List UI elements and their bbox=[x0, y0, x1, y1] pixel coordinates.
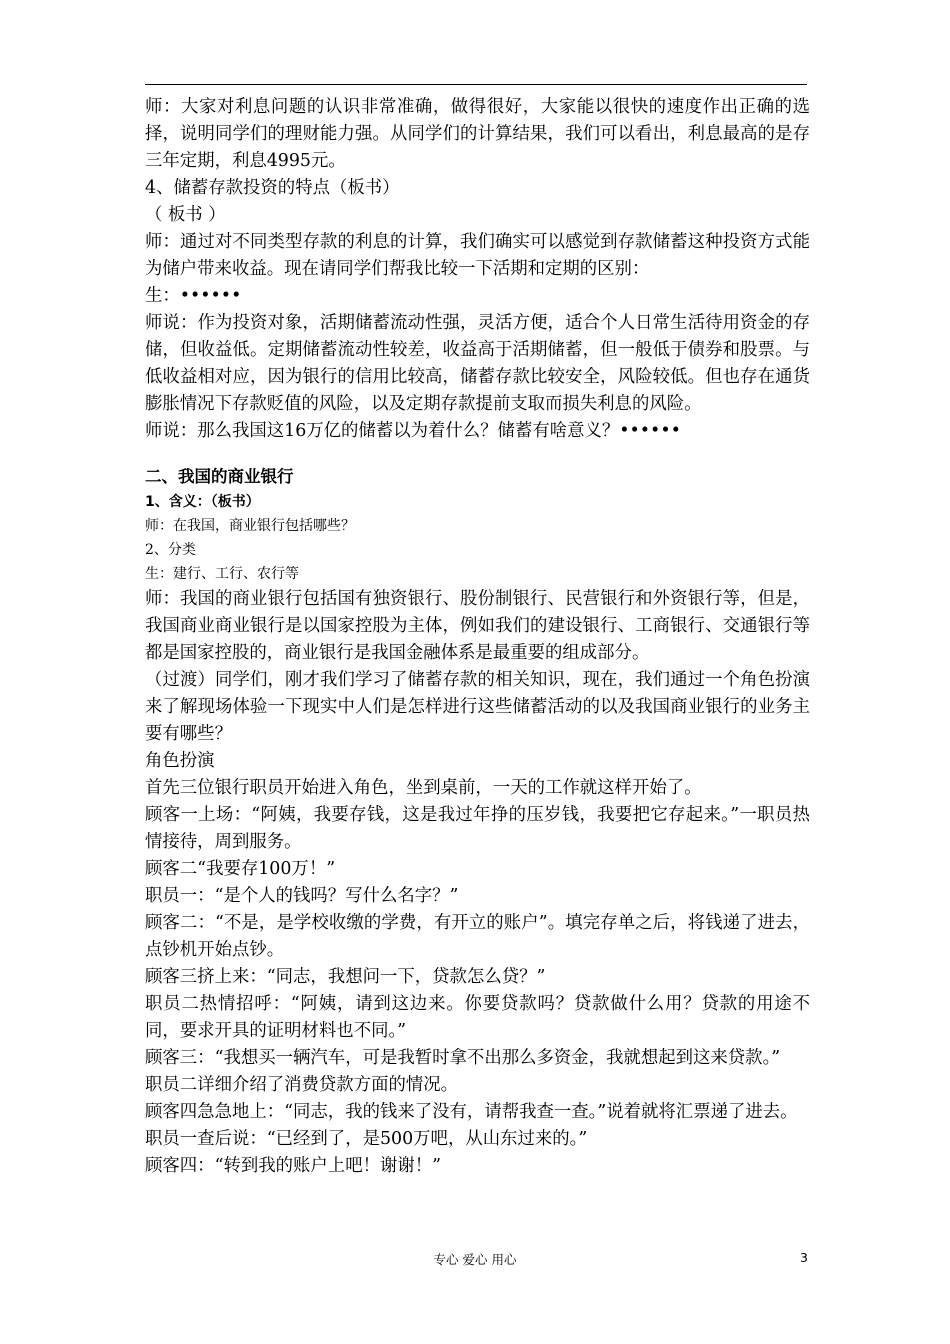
paragraph: （ 板书 ） bbox=[145, 205, 226, 225]
paragraph: 生：建行、工行、农行等 bbox=[145, 566, 299, 582]
paragraph: 师说：那么我国这16万亿的储蓄以为着什么？储蓄有啥意义？•••••• bbox=[145, 421, 681, 441]
paragraph: 职员一：“是个人的钱吗？写什么名字？” bbox=[145, 886, 459, 906]
page-number: 3 bbox=[800, 1250, 808, 1265]
paragraph: 顾客四：“转到我的账户上吧！谢谢！” bbox=[145, 1156, 442, 1176]
document-body bbox=[145, 94, 810, 1180]
paragraph: （过渡）同学们，刚才我们学习了储蓄存款的相关知识，现在，我们通过一个角色扮演来了解现场体验一下现实中人们是怎样进行这些储蓄活动的以及我国商业银行的业务主要有哪些？ bbox=[145, 670, 810, 744]
paragraph: 职员一查后说：“已经到了，是500万吧，从山东过来的。” bbox=[145, 1129, 588, 1149]
paragraph: 师：我国的商业银行包括国有独资银行、股份制银行、民营银行和外资银行等，但是，我国商业商业银行是以国家控股为主体，例如我们的建设银行、工商银行、交通银行等都是国家控股的，商业银行是我国金融体系是最重要的组成部分。 bbox=[145, 589, 810, 663]
paragraph: 师：在我国，商业银行包括哪些？ bbox=[145, 518, 355, 534]
paragraph: 顾客四急急地上：“同志，我的钱来了没有，请帮我查一查。”说着就将汇票递了进去。 bbox=[145, 1102, 798, 1122]
paragraph: 师：通过对不同类型存款的利息的计算，我们确实可以感觉到存款储蓄这种投资方式能为储户带来收益。现在请同学们帮我比较一下活期和定期的区别： bbox=[145, 232, 810, 279]
paragraph: 4、储蓄存款投资的特点（板书） bbox=[145, 178, 400, 198]
paragraph: 顾客一上场：“阿姨，我要存钱，这是我过年挣的压岁钱，我要把它存起来。”一职员热情接待，周到服务。 bbox=[145, 805, 810, 852]
paragraph: 师说：作为投资对象，活期储蓄流动性强，灵活方便，适合个人日常生活待用资金的存储，但收益低。定期储蓄流动性较差，收益高于活期储蓄，但一般低于债券和股票。与低收益相对应，因为银行的信用比较高，储蓄存款比较安全，风险较低。但也存在通货膨胀情况下存款贬值的风险，以及定期存款提前支取而损失利息的风险。 bbox=[145, 313, 810, 414]
paragraph: 生：•••••• bbox=[145, 286, 242, 306]
paragraph: 角色扮演 bbox=[145, 751, 215, 771]
subheading: 1、含义：（板书） bbox=[145, 494, 260, 510]
footer-motto: 专心 爱心 用心 bbox=[433, 1252, 517, 1267]
header-rule bbox=[145, 84, 807, 85]
spacer bbox=[145, 445, 810, 463]
paragraph: 职员二热情招呼：“阿姨，请到这边来。你要贷款吗？贷款做什么用？贷款的用途不同，要求开具的证明材料也不同。” bbox=[145, 994, 810, 1041]
paragraph: 顾客三挤上来：“同志，我想问一下，贷款怎么贷？” bbox=[145, 967, 546, 987]
section-heading: 二、我国的商业银行 bbox=[145, 467, 294, 486]
paragraph: 2、分类 bbox=[145, 542, 196, 558]
paragraph: 师：大家对利息问题的认识非常准确，做得很好，大家能以很快的速度作出正确的选择，说明同学们的理财能力强。从同学们的计算结果，我们可以看出，利息最高的是存三年定期，利息4995元。 bbox=[145, 97, 810, 171]
paragraph: 顾客二：“不是，是学校收缴的学费，有开立的账户”。填完存单之后，将钱递了进去，点钞机开始点钞。 bbox=[145, 913, 810, 960]
paragraph: 顾客三：“我想买一辆汽车，可是我暂时拿不出那么多资金，我就想起到这来贷款。” bbox=[145, 1048, 781, 1068]
paragraph: 顾客二“我要存100万！” bbox=[145, 859, 336, 879]
paragraph: 职员二详细介绍了消费贷款方面的情况。 bbox=[145, 1075, 459, 1095]
paragraph: 首先三位银行职员开始进入角色，坐到桌前，一天的工作就这样开始了。 bbox=[145, 778, 702, 798]
